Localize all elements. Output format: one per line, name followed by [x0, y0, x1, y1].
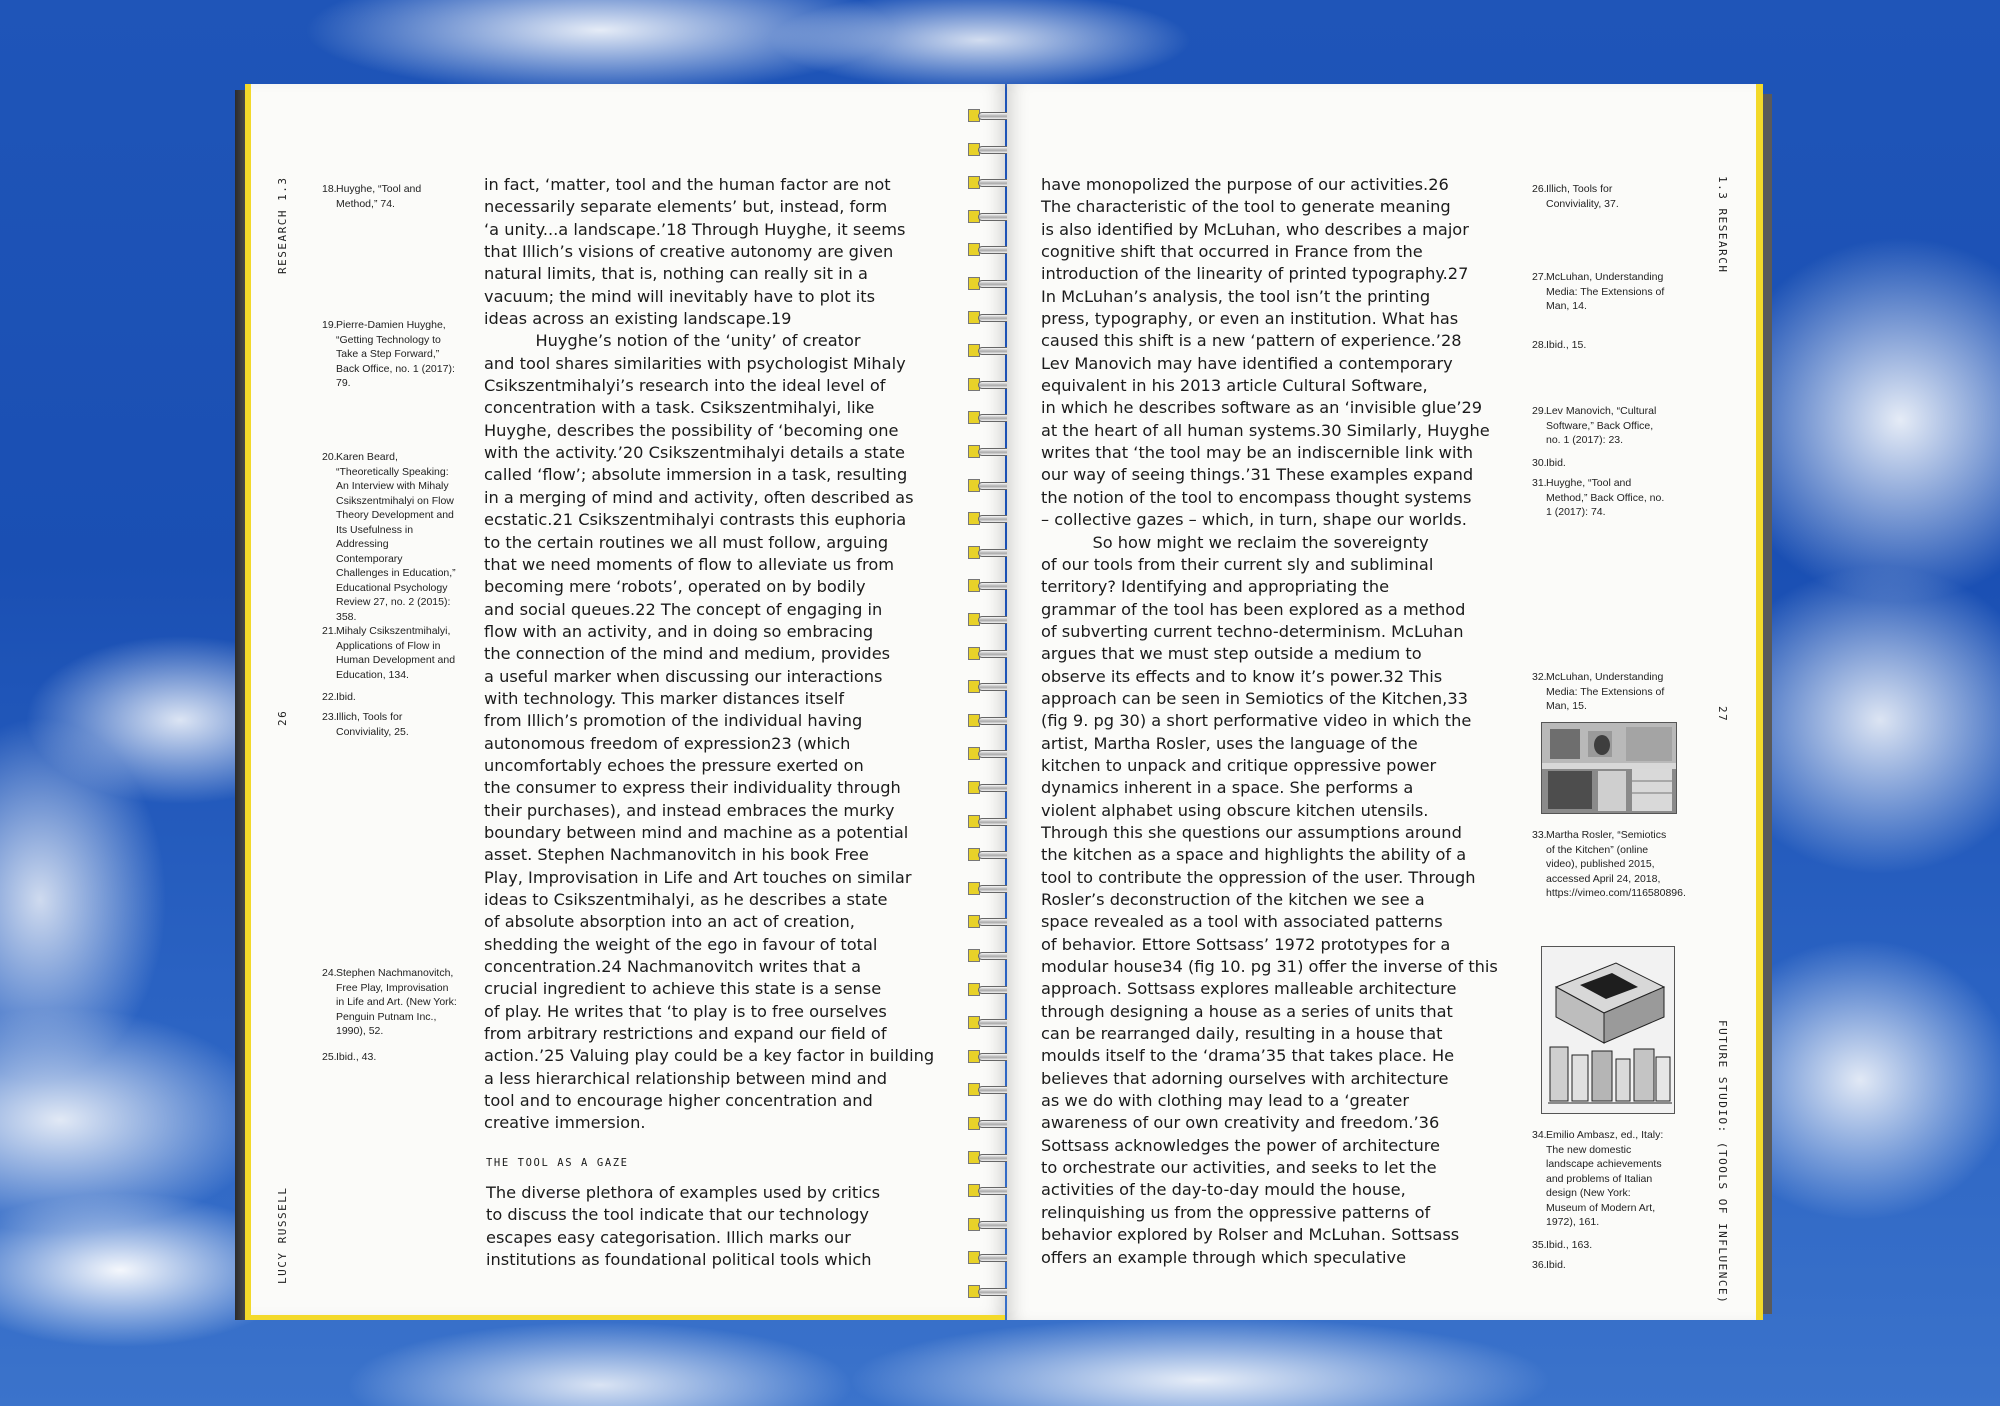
body-text-left: in fact, ‘matter, tool and the human factor are not necessarily separate elements’ but, instead, form ‘a unity...a landscape.’18 Through Huyghe, it seems that Illich’s visions of creative autonomy are given natural limits, that is, nothing can really sit in a vacuum; the mind will inevitably have to plot its ideas across an existing landscape.19 Huyghe’s notion of the ‘unity’ of creator and tool shares similarities with psychologist Mihaly Csikszentmihalyi’s research into the ideal level of concentration with a task. Csikszentmihalyi, like Huyghe, describes the possibility of ‘becoming one with the activity.’20 Csikszentmihalyi details a state called ‘flow’; absolute immersion in a task, resulting in a merging of mind and activity, often described as ecstatic.21 Csikszentmihalyi contrasts this euphoria to the certain routines we all must follow, arguing that we need moments of flow to alleviate us from becoming mere ‘robots’, operated on by bodily and social queues.22 The concept of engaging in flow with an activity, and in doing so embracing the connection of the mind and medium, provides a useful marker when discussing our interactions with technology. This marker distances itself from Illich’s promotion of the individual having autonomous freedom of expression23 (which uncomfortably echoes the pressure exerted on the consumer to express their individuality through their purchases), and instead embraces the murky boundary between mind and machine as a potential asset. Stephen Nachmanovitch in his book Free Play, Improvisation in Life and Art touches on similar ideas to Csikszentmihalyi, as he describes a state of absolute absorption into an act of creation, shedding the weight of the ego in favour of total concentration.24 Nachmanovitch writes that a crucial ingredient to achieve this state is a sense of play. He writes that ‘to play is to free ourselves from arbitrary restrictions and expand our field of action.’25 Valuing play could be a key factor in building a less hierarchical relationship between mind and tool and to encourage higher concentration and creative immersion.	[484, 175, 935, 1133]
left-page	[245, 84, 1005, 1320]
right-page	[1007, 84, 1763, 1320]
footnote: 21. Mihaly Csikszentmihalyi, Applications of Flow in Human Development and Education, 134.	[322, 625, 456, 681]
footnote: 24. Stephen Nachmanovitch, Free Play, Improvisation in Life and Art. (New York: Penguin Putnam Inc., 1990), 52.	[322, 967, 457, 1037]
running-head-left: RESEARCH 1.3	[276, 176, 289, 274]
footnote: 30. Ibid.	[1532, 457, 1566, 469]
body-text-left-continued: The diverse plethora of examples used by critics to discuss the tool indicate that our technology escapes easy categorisation. Illich marks our institutions as foundational political tools which	[486, 1183, 881, 1270]
footnote: 18. Huyghe, “Tool and Method,” 74.	[322, 183, 422, 210]
author-name: LUCY RUSSELL	[276, 1186, 289, 1284]
footnote: 35. Ibid., 163.	[1532, 1239, 1593, 1251]
section-heading: THE TOOL AS A GAZE	[486, 1157, 629, 1169]
footnote: 19. Pierre-Damien Huyghe, “Getting Technology to Take a Step Forward,” Back Office, no. 1 (2017): 79.	[322, 319, 455, 389]
footnote: 32. McLuhan, Understanding Media: The Extensions of Man, 15.	[1532, 671, 1665, 712]
body-text-right: have monopolized the purpose of our activities.26 The characteristic of the tool to generate meaning is also identified by McLuhan, who describes a major cognitive shift that occurred in France from the introduction of the linearity of printed typography.27 In McLuhan’s analysis, the tool isn’t the printing press, typography, or even an institution. What has caused this shift is a new ‘pattern of experience.’28 Lev Manovich may have identified a contemporary equivalent in his 2013 article Cultural Software, in which he describes software as an ‘invisible glue’29 at the heart of all human systems.30 Similarly, Huyghe writes that ‘the tool may be an indiscernible link with our way of seeing things.’31 These examples expand the notion of the tool to encompass thought systems – collective gazes – which, in turn, shape our worlds. So how might we reclaim the sovereignty of our tools from their current sly and subliminal territory? Identifying and appropriating the grammar of the tool has been explored as a method of subverting current techno-determinism. McLuhan argues that we must step outside a medium to observe its effects and to know it’s power.32 This approach can be seen in Semiotics of the Kitchen,33 (fig 9. pg 30) a short performative video in which the artist, Martha Rosler, uses the language of the kitchen to unpack and critique oppressive power dynamics inherent in a space. She performs a violent alphabet using obscure kitchen utensils. Through this she questions our assumptions around the kitchen as a space and highlights the ability of a tool to contribute the oppression of the user. Through Rosler’s deconstruction of the kitchen we see a space revealed as a tool with associated patterns of behavior. Ettore Sottsass’ 1972 prototypes for a modular house34 (fig 10. pg 31) offer the inverse of this approach. Sottsass explores malleable architecture through designing a house as a series of units that can be rearranged daily, resulting in a house that moulds itself to the ‘drama’35 that takes place. He believes that adorning ourselves with architecture as we do with clothing may lead to a ‘greater awareness of our own creativity and freedom.’36 Sottsass acknowledges the power of architecture to orchestrate our activities, and seeks to let the activities of the day-to-day mould the house, relinquishing us from the oppressive patterns of behavior explored by Rolser and McLuhan. Sottsass offers an example through which speculative	[1041, 175, 1498, 1267]
page-number-left: 26	[276, 709, 289, 726]
footnote: 29. Lev Manovich, “Cultural Software,” Back Office, no. 1 (2017): 23.	[1532, 405, 1657, 446]
footnote: 20. Karen Beard, “Theoretically Speaking: An Interview with Mihaly Csikszentmihalyi on Flow Theory Development and Its Usefulness in Addressing Contemporary Challenges in Education,” Educational Psychology Review 27, no. 2 (2015): 358.	[322, 451, 456, 623]
footnote: 25. Ibid., 43.	[322, 1051, 377, 1063]
footnote: 36. Ibid.	[1532, 1259, 1566, 1271]
footnote: 22. Ibid.	[322, 691, 356, 703]
page-number-right: 27	[1716, 706, 1729, 723]
open-book	[235, 84, 1763, 1324]
footnote: 28. Ibid., 15.	[1532, 339, 1587, 351]
series-title: FUTURE STUDIO: (TOOLS OF INFLUENCE)	[1716, 1020, 1729, 1305]
footnote: 31. Huyghe, “Tool and Method,” Back Office, no. 1 (2017): 74.	[1532, 477, 1665, 518]
footnote: 34. Emilio Ambasz, ed., Italy: The new domestic landscape achievements and problems of Italian design (New York: Museum of Modern Art, 1972), 161.	[1532, 1129, 1664, 1228]
footnote: 33. Martha Rosler, “Semiotics of the Kitchen” (online video), published 2015, accessed April 24, 2018, https://vimeo.com/116580896.	[1532, 829, 1686, 899]
footnote: 27. McLuhan, Understanding Media: The Extensions of Man, 14.	[1532, 271, 1665, 312]
photo-modular-house	[1541, 946, 1675, 1114]
photo-semiotics-kitchen	[1541, 722, 1677, 814]
running-head-right: 1.3 RESEARCH	[1716, 176, 1729, 274]
footnote: 23. Illich, Tools for Conviviality, 25.	[322, 711, 409, 738]
footnote: 26. Illich, Tools for Conviviality, 37.	[1532, 183, 1619, 210]
